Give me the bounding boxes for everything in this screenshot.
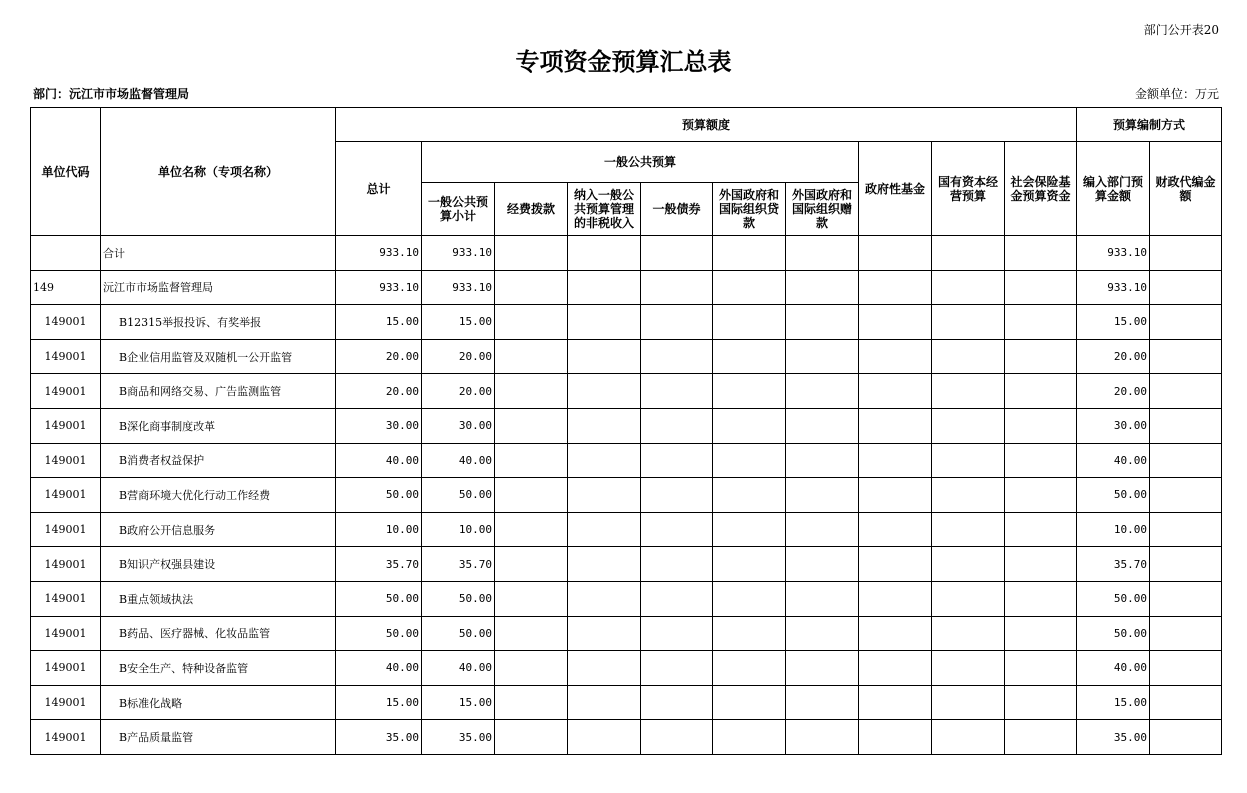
header-non-tax-income: 纳入一般公共预算管理的非税收入 bbox=[568, 183, 641, 236]
cell-state-capital bbox=[932, 720, 1005, 755]
cell-expense-allocation bbox=[495, 374, 568, 409]
cell-state-capital bbox=[932, 478, 1005, 513]
cell-finance-proxy bbox=[1150, 547, 1222, 582]
cell-unit-code: 149001 bbox=[31, 512, 101, 547]
cell-foreign-grants bbox=[786, 305, 859, 340]
cell-social-security bbox=[1005, 720, 1077, 755]
table-row bbox=[31, 339, 1222, 374]
header-total: 总计 bbox=[336, 142, 422, 236]
cell-general-bonds bbox=[641, 339, 713, 374]
cell-general-subtotal: 15.00 bbox=[422, 685, 495, 720]
cell-dept-budget: 933.10 bbox=[1077, 270, 1150, 305]
cell-social-security bbox=[1005, 374, 1077, 409]
table-row bbox=[31, 408, 1222, 443]
cell-foreign-grants bbox=[786, 443, 859, 478]
cell-state-capital bbox=[932, 512, 1005, 547]
cell-gov-fund bbox=[859, 478, 932, 513]
cell-gov-fund bbox=[859, 720, 932, 755]
cell-finance-proxy bbox=[1150, 685, 1222, 720]
cell-foreign-loans bbox=[713, 720, 786, 755]
cell-general-bonds bbox=[641, 685, 713, 720]
cell-total: 20.00 bbox=[336, 374, 422, 409]
cell-state-capital bbox=[932, 236, 1005, 271]
cell-general-bonds bbox=[641, 374, 713, 409]
cell-unit-name: B深化商事制度改革 bbox=[101, 408, 336, 443]
cell-non-tax-income bbox=[568, 408, 641, 443]
cell-foreign-loans bbox=[713, 651, 786, 686]
cell-non-tax-income bbox=[568, 512, 641, 547]
cell-foreign-loans bbox=[713, 581, 786, 616]
header-finance-proxy: 财政代编金额 bbox=[1150, 142, 1222, 236]
cell-total: 40.00 bbox=[336, 443, 422, 478]
cell-unit-name: B商品和网络交易、广告监测监管 bbox=[101, 374, 336, 409]
cell-general-bonds bbox=[641, 547, 713, 582]
cell-state-capital bbox=[932, 651, 1005, 686]
cell-social-security bbox=[1005, 339, 1077, 374]
cell-general-subtotal: 35.00 bbox=[422, 720, 495, 755]
cell-gov-fund bbox=[859, 305, 932, 340]
cell-social-security bbox=[1005, 616, 1077, 651]
cell-foreign-loans bbox=[713, 478, 786, 513]
cell-total: 40.00 bbox=[336, 651, 422, 686]
cell-general-bonds bbox=[641, 616, 713, 651]
cell-gov-fund bbox=[859, 512, 932, 547]
cell-foreign-grants bbox=[786, 512, 859, 547]
cell-foreign-grants bbox=[786, 616, 859, 651]
cell-finance-proxy bbox=[1150, 443, 1222, 478]
cell-non-tax-income bbox=[568, 581, 641, 616]
cell-gov-fund bbox=[859, 616, 932, 651]
cell-dept-budget: 50.00 bbox=[1077, 616, 1150, 651]
cell-expense-allocation bbox=[495, 685, 568, 720]
cell-dept-budget: 35.00 bbox=[1077, 720, 1150, 755]
cell-non-tax-income bbox=[568, 616, 641, 651]
cell-unit-name: B营商环境大优化行动工作经费 bbox=[101, 478, 336, 513]
cell-finance-proxy bbox=[1150, 305, 1222, 340]
cell-state-capital bbox=[932, 305, 1005, 340]
cell-expense-allocation bbox=[495, 408, 568, 443]
form-number: 部门公开表20 bbox=[1143, 23, 1219, 37]
cell-dept-budget: 15.00 bbox=[1077, 685, 1150, 720]
cell-dept-budget: 20.00 bbox=[1077, 374, 1150, 409]
cell-social-security bbox=[1005, 581, 1077, 616]
cell-foreign-loans bbox=[713, 512, 786, 547]
cell-unit-code: 149001 bbox=[31, 651, 101, 686]
header-state-capital: 国有资本经营预算 bbox=[932, 142, 1005, 236]
cell-dept-budget: 30.00 bbox=[1077, 408, 1150, 443]
cell-social-security bbox=[1005, 685, 1077, 720]
cell-general-subtotal: 40.00 bbox=[422, 651, 495, 686]
cell-state-capital bbox=[932, 270, 1005, 305]
header-budget-amount: 预算额度 bbox=[336, 108, 1077, 142]
header-unit-code: 单位代码 bbox=[31, 108, 101, 236]
cell-foreign-grants bbox=[786, 651, 859, 686]
table-row bbox=[31, 305, 1222, 340]
cell-unit-name: 沅江市市场监督管理局 bbox=[101, 270, 336, 305]
cell-finance-proxy bbox=[1150, 236, 1222, 271]
cell-unit-name: B12315举报投诉、有奖举报 bbox=[101, 305, 336, 340]
cell-foreign-grants bbox=[786, 408, 859, 443]
header-general-bonds: 一般债券 bbox=[641, 183, 713, 236]
header-expense-allocation: 经费拨款 bbox=[495, 183, 568, 236]
cell-foreign-grants bbox=[786, 339, 859, 374]
table-row bbox=[31, 651, 1222, 686]
cell-non-tax-income bbox=[568, 236, 641, 271]
cell-non-tax-income bbox=[568, 651, 641, 686]
cell-finance-proxy bbox=[1150, 512, 1222, 547]
cell-foreign-loans bbox=[713, 443, 786, 478]
cell-social-security bbox=[1005, 443, 1077, 478]
cell-state-capital bbox=[932, 408, 1005, 443]
cell-dept-budget: 15.00 bbox=[1077, 305, 1150, 340]
cell-social-security bbox=[1005, 651, 1077, 686]
cell-dept-budget: 35.70 bbox=[1077, 547, 1150, 582]
cell-general-subtotal: 20.00 bbox=[422, 339, 495, 374]
cell-gov-fund bbox=[859, 651, 932, 686]
cell-dept-budget: 10.00 bbox=[1077, 512, 1150, 547]
header-social-security: 社会保险基金预算资金 bbox=[1005, 142, 1077, 236]
cell-foreign-loans bbox=[713, 236, 786, 271]
cell-state-capital bbox=[932, 374, 1005, 409]
header-foreign-loans: 外国政府和国际组织贷款 bbox=[713, 183, 786, 236]
cell-foreign-grants bbox=[786, 547, 859, 582]
cell-unit-code bbox=[31, 236, 101, 271]
cell-expense-allocation bbox=[495, 547, 568, 582]
cell-gov-fund bbox=[859, 581, 932, 616]
cell-total: 50.00 bbox=[336, 616, 422, 651]
cell-unit-name: B产品质量监管 bbox=[101, 720, 336, 755]
cell-foreign-grants bbox=[786, 720, 859, 755]
cell-unit-code: 149 bbox=[31, 270, 101, 305]
cell-total: 30.00 bbox=[336, 408, 422, 443]
cell-foreign-grants bbox=[786, 270, 859, 305]
cell-unit-code: 149001 bbox=[31, 547, 101, 582]
cell-foreign-grants bbox=[786, 478, 859, 513]
cell-non-tax-income bbox=[568, 443, 641, 478]
cell-unit-name: B消费者权益保护 bbox=[101, 443, 336, 478]
cell-general-bonds bbox=[641, 408, 713, 443]
header-compile-method: 预算编制方式 bbox=[1077, 108, 1222, 142]
cell-social-security bbox=[1005, 236, 1077, 271]
cell-unit-name: B安全生产、特种设备监管 bbox=[101, 651, 336, 686]
cell-general-bonds bbox=[641, 478, 713, 513]
table-row bbox=[31, 236, 1222, 271]
cell-unit-code: 149001 bbox=[31, 478, 101, 513]
cell-non-tax-income bbox=[568, 685, 641, 720]
page-title: 专项资金预算汇总表 bbox=[515, 48, 732, 76]
cell-total: 10.00 bbox=[336, 512, 422, 547]
cell-social-security bbox=[1005, 512, 1077, 547]
cell-total: 15.00 bbox=[336, 685, 422, 720]
cell-state-capital bbox=[932, 685, 1005, 720]
cell-non-tax-income bbox=[568, 305, 641, 340]
cell-general-subtotal: 933.10 bbox=[422, 236, 495, 271]
cell-total: 933.10 bbox=[336, 236, 422, 271]
cell-dept-budget: 50.00 bbox=[1077, 581, 1150, 616]
cell-total: 50.00 bbox=[336, 478, 422, 513]
cell-expense-allocation bbox=[495, 478, 568, 513]
cell-foreign-grants bbox=[786, 581, 859, 616]
cell-social-security bbox=[1005, 547, 1077, 582]
cell-foreign-grants bbox=[786, 374, 859, 409]
cell-state-capital bbox=[932, 547, 1005, 582]
cell-total: 933.10 bbox=[336, 270, 422, 305]
budget-table bbox=[30, 107, 1222, 755]
cell-foreign-loans bbox=[713, 616, 786, 651]
cell-gov-fund bbox=[859, 547, 932, 582]
cell-expense-allocation bbox=[495, 305, 568, 340]
cell-finance-proxy bbox=[1150, 581, 1222, 616]
table-row bbox=[31, 547, 1222, 582]
cell-state-capital bbox=[932, 616, 1005, 651]
cell-expense-allocation bbox=[495, 720, 568, 755]
header-unit-name: 单位名称（专项名称） bbox=[101, 108, 336, 236]
cell-general-subtotal: 15.00 bbox=[422, 305, 495, 340]
table-row bbox=[31, 685, 1222, 720]
cell-total: 50.00 bbox=[336, 581, 422, 616]
header-dept-budget: 编入部门预算金额 bbox=[1077, 142, 1150, 236]
cell-foreign-loans bbox=[713, 547, 786, 582]
cell-foreign-loans bbox=[713, 270, 786, 305]
cell-finance-proxy bbox=[1150, 720, 1222, 755]
cell-finance-proxy bbox=[1150, 270, 1222, 305]
cell-gov-fund bbox=[859, 408, 932, 443]
cell-expense-allocation bbox=[495, 616, 568, 651]
table-row bbox=[31, 270, 1222, 305]
table-row bbox=[31, 616, 1222, 651]
cell-finance-proxy bbox=[1150, 339, 1222, 374]
cell-general-subtotal: 35.70 bbox=[422, 547, 495, 582]
cell-gov-fund bbox=[859, 685, 932, 720]
cell-finance-proxy bbox=[1150, 408, 1222, 443]
cell-general-subtotal: 933.10 bbox=[422, 270, 495, 305]
cell-unit-code: 149001 bbox=[31, 374, 101, 409]
cell-expense-allocation bbox=[495, 270, 568, 305]
cell-general-subtotal: 50.00 bbox=[422, 616, 495, 651]
cell-dept-budget: 50.00 bbox=[1077, 478, 1150, 513]
cell-state-capital bbox=[932, 581, 1005, 616]
cell-dept-budget: 20.00 bbox=[1077, 339, 1150, 374]
cell-non-tax-income bbox=[568, 374, 641, 409]
table-row bbox=[31, 478, 1222, 513]
cell-social-security bbox=[1005, 305, 1077, 340]
cell-expense-allocation bbox=[495, 512, 568, 547]
cell-unit-name: B知识产权强县建设 bbox=[101, 547, 336, 582]
cell-foreign-loans bbox=[713, 685, 786, 720]
cell-total: 15.00 bbox=[336, 305, 422, 340]
cell-social-security bbox=[1005, 478, 1077, 513]
cell-unit-code: 149001 bbox=[31, 581, 101, 616]
cell-unit-code: 149001 bbox=[31, 408, 101, 443]
cell-unit-name: B企业信用监管及双随机一公开监管 bbox=[101, 339, 336, 374]
cell-gov-fund bbox=[859, 443, 932, 478]
cell-finance-proxy bbox=[1150, 651, 1222, 686]
cell-general-bonds bbox=[641, 512, 713, 547]
cell-foreign-loans bbox=[713, 374, 786, 409]
cell-social-security bbox=[1005, 408, 1077, 443]
cell-unit-code: 149001 bbox=[31, 443, 101, 478]
cell-dept-budget: 933.10 bbox=[1077, 236, 1150, 271]
cell-dept-budget: 40.00 bbox=[1077, 651, 1150, 686]
cell-foreign-grants bbox=[786, 685, 859, 720]
cell-total: 20.00 bbox=[336, 339, 422, 374]
cell-foreign-loans bbox=[713, 305, 786, 340]
cell-general-subtotal: 10.00 bbox=[422, 512, 495, 547]
cell-general-bonds bbox=[641, 443, 713, 478]
cell-general-bonds bbox=[641, 305, 713, 340]
cell-unit-name: B政府公开信息服务 bbox=[101, 512, 336, 547]
cell-general-subtotal: 40.00 bbox=[422, 443, 495, 478]
cell-unit-code: 149001 bbox=[31, 339, 101, 374]
cell-unit-name: B标准化战略 bbox=[101, 685, 336, 720]
cell-unit-name: B重点领域执法 bbox=[101, 581, 336, 616]
table-row bbox=[31, 512, 1222, 547]
cell-non-tax-income bbox=[568, 720, 641, 755]
table-row bbox=[31, 581, 1222, 616]
cell-expense-allocation bbox=[495, 339, 568, 374]
cell-foreign-loans bbox=[713, 408, 786, 443]
cell-finance-proxy bbox=[1150, 478, 1222, 513]
cell-general-bonds bbox=[641, 270, 713, 305]
header-general-budget: 一般公共预算 bbox=[422, 142, 859, 183]
cell-expense-allocation bbox=[495, 651, 568, 686]
cell-unit-code: 149001 bbox=[31, 616, 101, 651]
header-gov-fund: 政府性基金 bbox=[859, 142, 932, 236]
amount-unit-label: 金额单位：万元 bbox=[1134, 87, 1219, 101]
cell-expense-allocation bbox=[495, 581, 568, 616]
cell-foreign-grants bbox=[786, 236, 859, 271]
cell-unit-code: 149001 bbox=[31, 305, 101, 340]
cell-unit-code: 149001 bbox=[31, 685, 101, 720]
cell-unit-code: 149001 bbox=[31, 720, 101, 755]
cell-general-subtotal: 20.00 bbox=[422, 374, 495, 409]
cell-gov-fund bbox=[859, 236, 932, 271]
cell-non-tax-income bbox=[568, 270, 641, 305]
table-row bbox=[31, 374, 1222, 409]
cell-finance-proxy bbox=[1150, 374, 1222, 409]
cell-gov-fund bbox=[859, 374, 932, 409]
cell-general-bonds bbox=[641, 651, 713, 686]
cell-dept-budget: 40.00 bbox=[1077, 443, 1150, 478]
cell-finance-proxy bbox=[1150, 616, 1222, 651]
department-label: 部门：沅江市市场监督管理局 bbox=[33, 87, 190, 101]
cell-social-security bbox=[1005, 270, 1077, 305]
cell-non-tax-income bbox=[568, 547, 641, 582]
cell-general-subtotal: 30.00 bbox=[422, 408, 495, 443]
cell-state-capital bbox=[932, 443, 1005, 478]
cell-general-bonds bbox=[641, 236, 713, 271]
cell-gov-fund bbox=[859, 270, 932, 305]
table-row bbox=[31, 720, 1222, 755]
cell-total: 35.00 bbox=[336, 720, 422, 755]
cell-general-subtotal: 50.00 bbox=[422, 478, 495, 513]
cell-expense-allocation bbox=[495, 236, 568, 271]
cell-non-tax-income bbox=[568, 478, 641, 513]
cell-state-capital bbox=[932, 339, 1005, 374]
cell-unit-name: B药品、医疗器械、化妆品监管 bbox=[101, 616, 336, 651]
cell-expense-allocation bbox=[495, 443, 568, 478]
cell-general-subtotal: 50.00 bbox=[422, 581, 495, 616]
cell-gov-fund bbox=[859, 339, 932, 374]
header-general-subtotal: 一般公共预算小计 bbox=[422, 183, 495, 236]
cell-total: 35.70 bbox=[336, 547, 422, 582]
cell-non-tax-income bbox=[568, 339, 641, 374]
cell-unit-name: 合计 bbox=[101, 236, 336, 271]
cell-general-bonds bbox=[641, 581, 713, 616]
cell-general-bonds bbox=[641, 720, 713, 755]
header-foreign-grants: 外国政府和国际组织赠款 bbox=[786, 183, 859, 236]
table-row bbox=[31, 443, 1222, 478]
cell-foreign-loans bbox=[713, 339, 786, 374]
